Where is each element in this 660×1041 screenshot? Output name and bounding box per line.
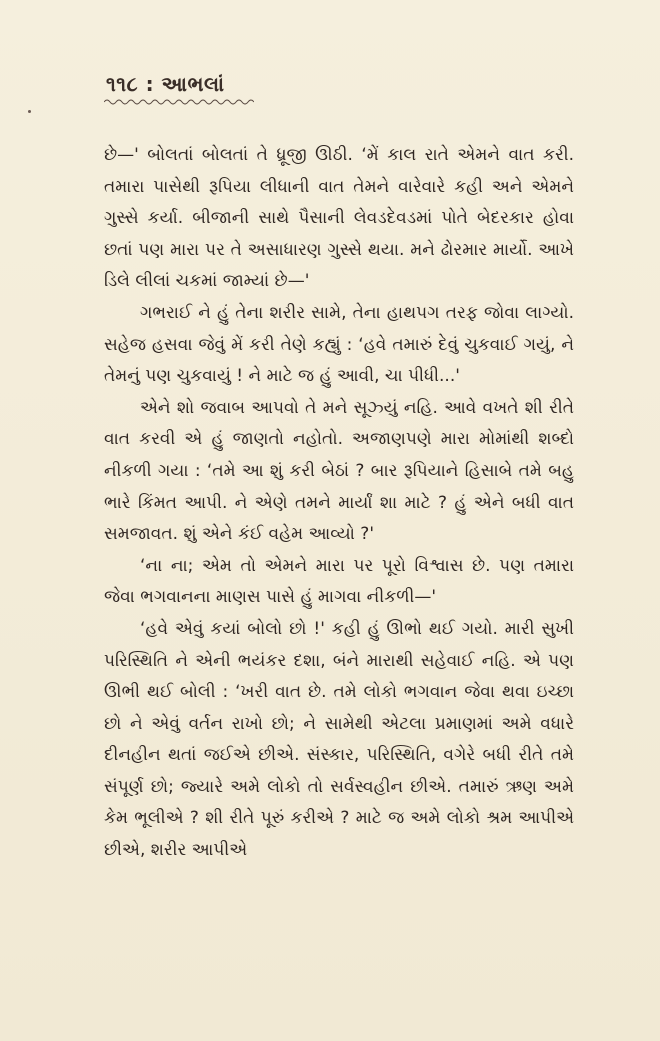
paragraph: ‘હવે એવું કયાં બોલો છો !' કહી હું ઊભો થઈ ગયો. મારી સુખી પરિસ્થિતિ ને એની ભયંકર દશા, બંને મારાથી સહેવાઈ નહિ. એ પણ ઊભી થઈ બોલી : ‘ખરી વાત છે. તમે લોકો ભગવાન જેવા થવા ઇચ્છા છો ને એવું વર્તન રાખો છો; ને સામેથી એટલા પ્રમાણમાં અમે વધારે દીનહીન થતાં જઈએ છીએ. સંસ્કાર, પરિસ્થિતિ, વગેરે બધી રીતે તમે સંપૂર્ણ છો; જ્યારે અમે લોકો તો સર્વસ્વહીન છીએ. તમારું ઋણ અમે કેમ ભૂલીએ ? શી રીતે પૂરું કરીએ ? માટે જ અમે લોકો શ્રમ આપીએ છીએ, શરીર આપીએ (104, 618, 574, 861)
page-header: ૧૧૮ : આભલાં (106, 72, 225, 96)
body-text (104, 140, 574, 867)
paragraph: છે—' બોલતાં બોલતાં તે ધ્રૂજી ઊઠી. ‘મેં કાલ રાતે એમને વાત કરી. તમારા પાસેથી રૂપિયા લીધાની વાત તેમને વારેવારે કહી અને એમને ગુસ્સે કર્યા. બીજાની સાથે પૈસાની લેવડદેવડમાં પોતે બેદરકાર હોવા છતાં પણ મારા પર તે અસાધારણ ગુસ્સે થયા. મને ઢોરમાર માર્યો. આખે ડિલે લીલાં ચકમાં જામ્યાં છે—' (104, 145, 574, 292)
margin-dot (28, 110, 31, 113)
header-underline-ornament (104, 98, 254, 106)
paragraph: ‘ના ના; એમ તો એમને મારા પર પૂરો વિશ્વાસ છે. પણ તમારા જેવા ભગવાનના માણસ પાસે હું માગવા નીકળી—' (104, 555, 574, 608)
paragraph: એને શો જવાબ આપવો તે મને સૂઝ્યું નહિ. આવે વખતે શી રીતે વાત કરવી એ હું જાણતો નહોતો. અજાણપણે મારા મોમાંથી શબ્દો નીકળી ગયા : ‘તમે આ શું કરી બેઠાં ? બાર રૂપિયાને હિસાબે તમે બહુ ભારે કિંમત આપી. ને એણે તમને માર્યાં શા માટે ? હું એને બધી વાત સમજાવત. શું એને કંઈ વહેમ આવ્યો ?' (104, 397, 574, 545)
paragraph: ગભરાઈ ને હું તેના શરીર સામે, તેના હાથપગ તરફ જોવા લાગ્યો. સહેજ હસવા જેવું મેં કરી તેણે કહ્યું : ‘હવે તમારું દેવું ચુકવાઈ ગયું, ને તેમનું પણ ચુકવાયું ! ને માટે જ હું આવી, ચા પીધી...' (104, 302, 574, 387)
